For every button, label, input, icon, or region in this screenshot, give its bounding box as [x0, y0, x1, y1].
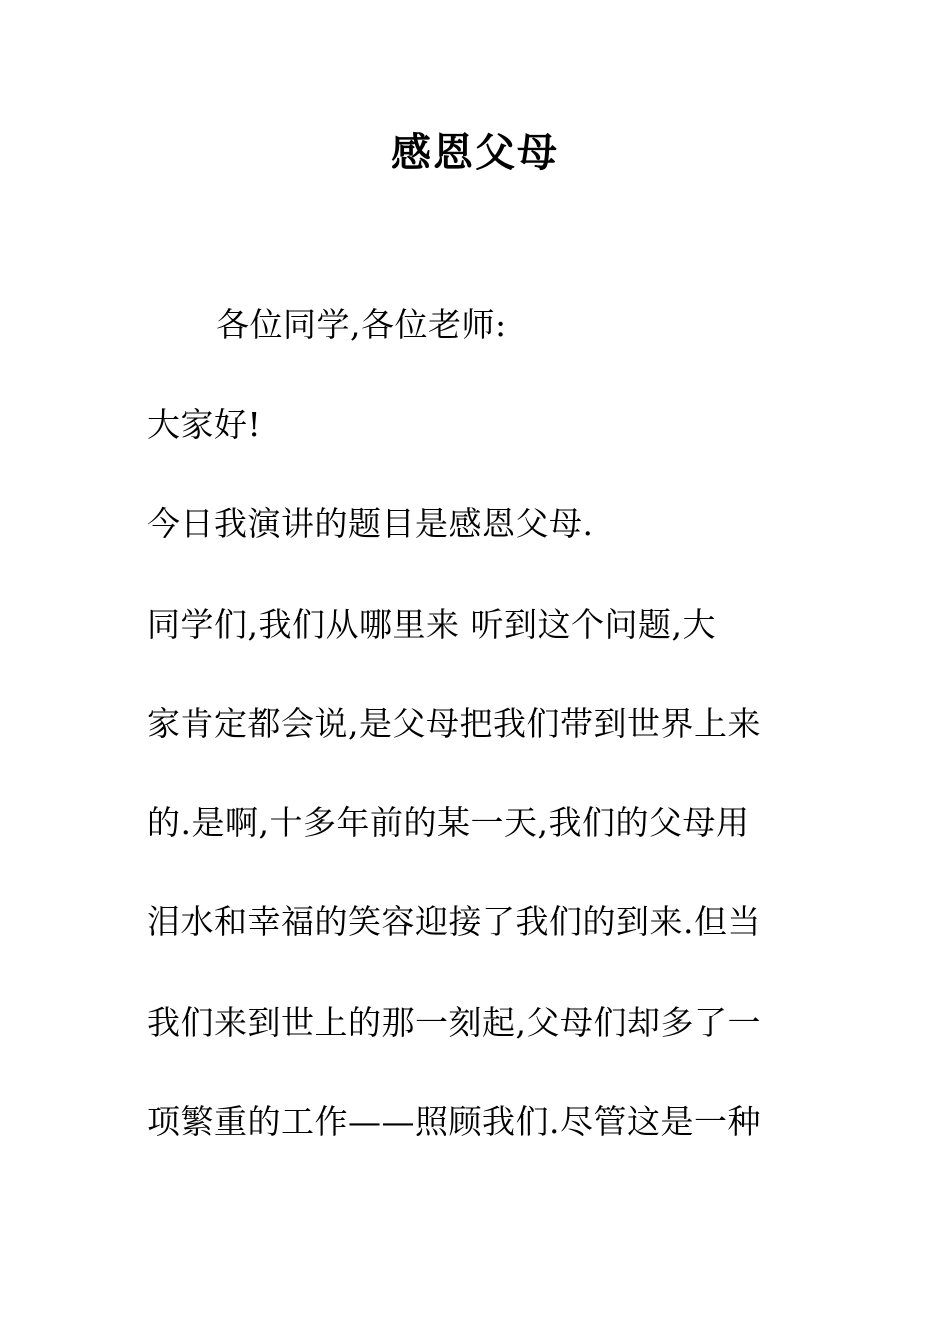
body-line: 项繁重的工作——照顾我们.尽管这是一种	[147, 1102, 761, 1141]
body-line: 同学们,我们从哪里来 听到这个问题,大	[147, 605, 716, 644]
greeting-line: 大家好!	[147, 405, 262, 444]
body-line: 今日我演讲的题目是感恩父母.	[147, 504, 594, 543]
body-line: 的.是啊,十多年前的某一天,我们的父母用	[147, 803, 750, 842]
body-line: 泪水和幸福的笑容迎接了我们的到来.但当	[147, 902, 761, 941]
body-line: 我们来到世上的那一刻起,父母们却多了一	[147, 1003, 761, 1042]
document-title: 感恩父母	[391, 130, 559, 176]
body-line: 家肯定都会说,是父母把我们带到世界上来	[147, 704, 761, 743]
salutation-line: 各位同学,各位老师:	[216, 305, 507, 344]
